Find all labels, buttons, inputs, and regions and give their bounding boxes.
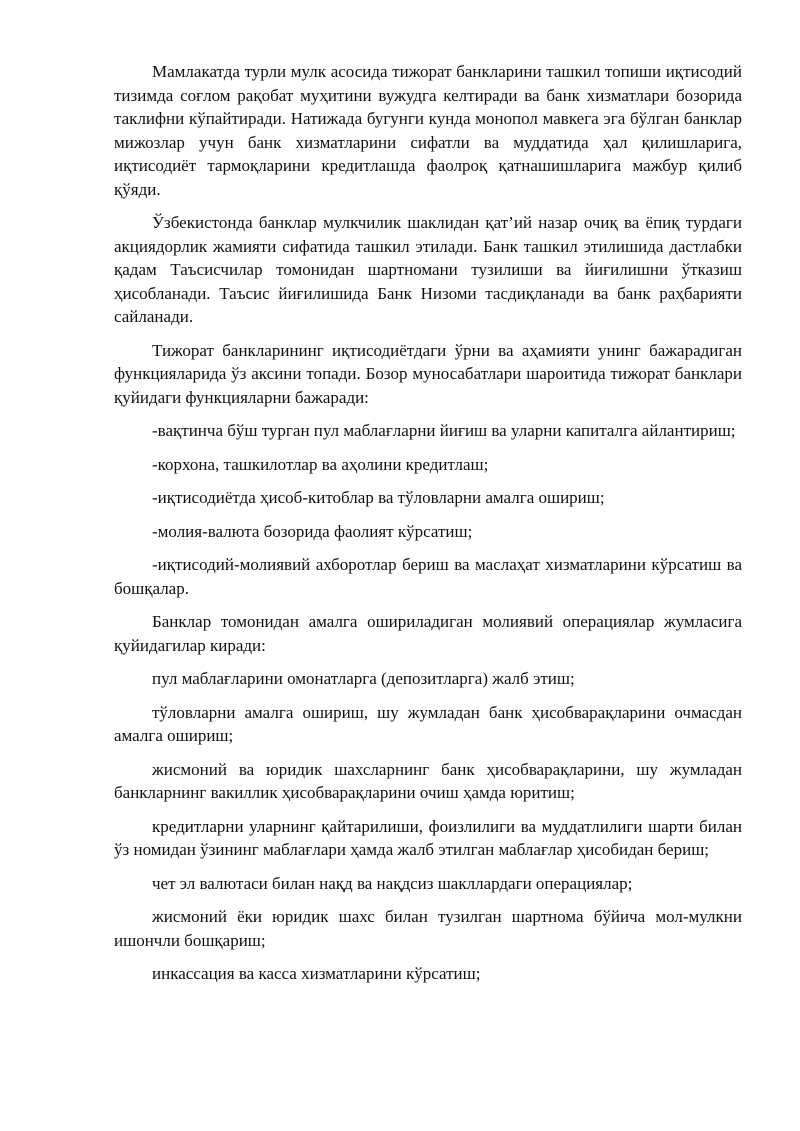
list-item-operation-1: пул маблағларини омонатларга (депозитларга) жалб этиш; bbox=[152, 669, 575, 688]
paragraph-operations-intro: Банклар томонидан амалга ошириладиган молиявий операциялар жумласига қуйидагилар киради: bbox=[114, 612, 742, 655]
list-item-operation-3: жисмоний ва юридик шахсларнинг банк ҳисобварақларини, шу жумладан банкларнинг вакиллик ҳисобварақларини очиш ҳамда юритиш; bbox=[114, 759, 742, 802]
document-page bbox=[114, 60, 742, 996]
paragraph-bank-competition: Мамлакатда турли мулк асосида тижорат банкларини ташкил топиши иқтисодий тизимда соғлом рақобат муҳитини вужудга келтиради ва банк хизматлари бозорида таклифни кўпайтиради. Натижада бугунги кунда монопол мавкега эга бўлган банклар мижозлар учун банк хизматларини сифатли ва муддатида ҳал қилишларига, иқтисодиёт тармоқларини кредитлашда фаолроқ қатнашишларига мажбур қилиб қўяди. bbox=[114, 62, 742, 199]
list-item-function-2: -корхона, ташкилотлар ва аҳолини кредитлаш; bbox=[152, 454, 489, 474]
list-item-operation-2: тўловларни амалга ошириш, шу жумладан банк ҳисобварақларини очмасдан амалга ошириш; bbox=[114, 702, 742, 745]
paragraph-bank-functions-intro: Тижорат банкларининг иқтисодиётдаги ўрни ва аҳамияти унинг бажарадиган функцияларида ўз аксини топади. Бозор муносабатлари шароитида тижорат банклари қуйидаги функцияларни бажаради: bbox=[114, 340, 742, 407]
paragraph-bank-ownership: Ўзбекистонда банклар мулкчилик шаклидан қат’ий назар очиқ ва ёпиқ турдаги акциядорлик жамияти сифатида ташкил этилади. Банк ташкил этилишида дастлабки қадам Таъсисчилар томонидан шартномани тузилиши ва йиғилишни ўтказиш ҳисобланади. Таъсис йиғилишида Банк Низоми тасдиқланади ва банк раҳбарияти сайланади. bbox=[114, 213, 742, 326]
list-item-function-1: -вақтинча бўш турган пул маблағларни йиғиш ва уларни капиталга айлантириш; bbox=[152, 421, 736, 440]
list-item-operation-7: инкассация ва касса хизматларини кўрсатиш; bbox=[152, 964, 481, 983]
list-item-function-4: -молия-валюта бозорида фаолият кўрсатиш; bbox=[152, 521, 473, 541]
list-item-operation-5: чет эл валютаси билан нақд ва нақдсиз шакллардаги операциялар; bbox=[152, 873, 633, 893]
list-item-function-5: -иқтисодий-молиявий ахборотлар бериш ва маслаҳат хизматларини кўрсатиш ва бошқалар. bbox=[114, 555, 742, 598]
list-item-operation-6: жисмоний ёки юридик шахс билан тузилган шартнома бўйича мол-мулкни ишончли бошқариш; bbox=[114, 907, 742, 950]
list-item-function-3: -иқтисодиётда ҳисоб-китоблар ва тўловларни амалга ошириш; bbox=[152, 488, 605, 507]
list-item-operation-4: кредитларни уларнинг қайтарилиши, фоизлилиги ва муддатлилиги шарти билан ўз номидан ўзининг маблағлари ҳамда жалб этилган маблағлар ҳисобидан бериш; bbox=[114, 816, 742, 859]
